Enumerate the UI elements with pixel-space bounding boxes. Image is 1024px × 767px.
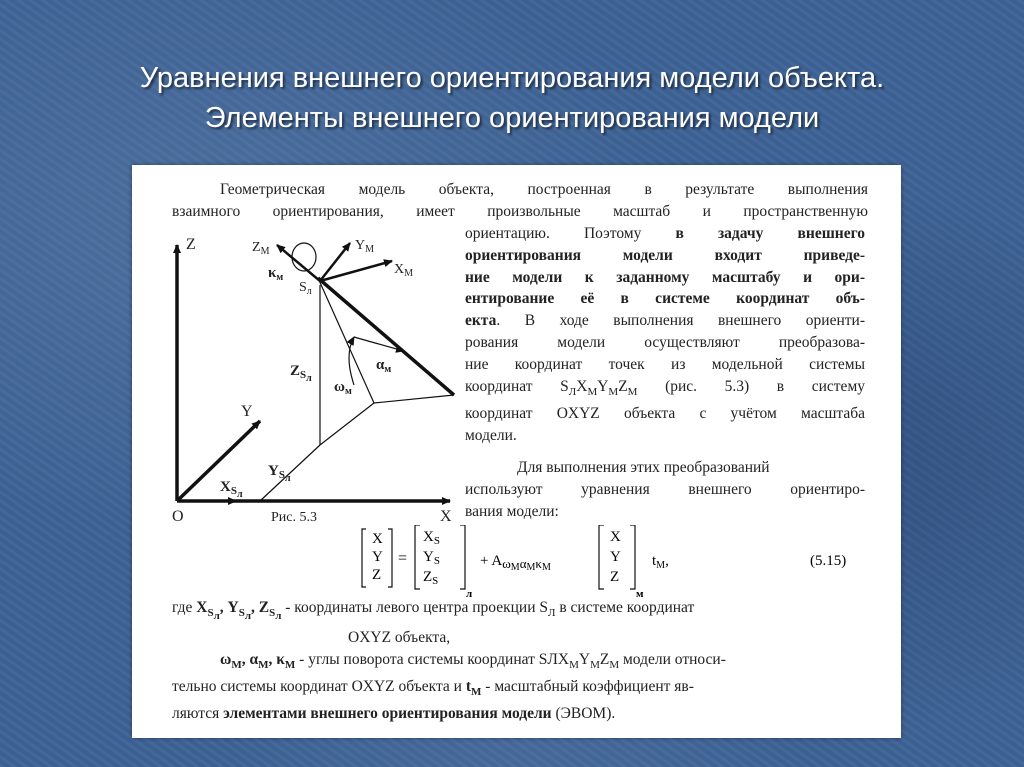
eq-scale-term: $t_M$, (652, 553, 669, 571)
where-line-4 (172, 676, 872, 703)
label-x: X (440, 508, 452, 525)
label-s: $S_л$ (299, 280, 312, 297)
label-ym: $Y_M$ (355, 238, 375, 255)
bold-run: в задачу внешнего (675, 225, 865, 242)
text-run: - углы поворота системы координат S (295, 651, 548, 669)
where-line-3 (172, 649, 872, 676)
model-system: Л (547, 651, 558, 669)
figure-caption: Рис. 5.3 (271, 510, 317, 525)
label-zs: $Z_{Sл}$ (290, 363, 312, 384)
document-page (132, 165, 901, 738)
label-origin: O (172, 508, 184, 525)
bold-run: ентирование её в системе координат объ- (465, 290, 865, 308)
right-line-4 (465, 288, 865, 310)
label-xs: $X_{Sл}$ (220, 479, 243, 500)
where-block (172, 597, 872, 725)
subscript: M (608, 385, 619, 398)
zm-arrow (277, 245, 320, 281)
right-line-8 (465, 376, 865, 404)
text-run: ляются (172, 705, 224, 723)
text-run: модели относи- (619, 651, 726, 669)
vec-outer-sub: м (636, 588, 644, 600)
label-alpha: $\alpha_м$ (376, 357, 392, 375)
right-line-6: рования модели осуществляют преобразова- (465, 333, 865, 351)
axis-y-line (177, 421, 260, 501)
rhs-vector-s: $X_S$ $Y_S$ $Z_S$ (423, 529, 440, 587)
where-line-5 (172, 703, 872, 725)
text-run: Z (618, 377, 628, 395)
eq-number: (5.15) (810, 553, 847, 569)
intro-paragraph (172, 179, 868, 223)
bold-run: ориентирования модели входит приведе- (465, 246, 865, 264)
subscript: Л (568, 385, 577, 398)
text-run: (рис. 5.3) в систему (637, 377, 865, 395)
eq-text: X Y Z (372, 531, 383, 583)
intro-line-2: взаимного ориентирования, имеет произвольные масштаб и пространственную (172, 202, 868, 220)
model-system-2: $X_MY_MZ_M$ (557, 651, 620, 672)
where-line-1 (172, 597, 872, 627)
bold-run: элементами внешнего ориентирования модели (223, 705, 552, 723)
right-line-7: ние координат точек из модельной системы (465, 355, 865, 373)
intro-line-1: Геометрическая модель объекта, построенная в результате выполнения (220, 181, 868, 198)
label-y: Y (241, 403, 253, 420)
scale-symbol: $t_M$ (465, 678, 482, 699)
where-line-2: OXYZ объекта, (348, 629, 451, 647)
text-run: - масштабный коэффициент яв- (481, 678, 694, 696)
text-run: тельно системы координат OXYZ объекта и (172, 678, 466, 696)
right2-line-1: Для выполнения этих преобразований (517, 459, 770, 476)
title-line-2: Элементы внешнего ориентирования модели (204, 102, 820, 134)
coords-symbols: $X_{S_л}$, $Y_{S_л}$, $Z_{S_л}$ (196, 599, 282, 623)
subscript: Л (547, 607, 556, 620)
eq-equals: = (398, 550, 408, 567)
text-run: . В ходе выполнения внешнего ориенти- (496, 312, 865, 330)
model-axis-line (318, 278, 454, 395)
text-run: где (172, 599, 197, 616)
ym-arrow (320, 243, 350, 281)
omega-arc (349, 337, 354, 385)
right-line-2 (465, 245, 865, 267)
label-kappa: $\kappa_м$ (268, 265, 284, 283)
equation-5-15 (360, 525, 880, 605)
inner-line-2 (374, 395, 454, 403)
vec-text: X Y Z (610, 529, 621, 585)
rhs-outer-sub: л (466, 588, 473, 600)
label-zm: $Z_M$ (252, 240, 270, 257)
projection-line (320, 403, 374, 445)
right-line-5 (465, 310, 865, 332)
right-line-10: модели. (465, 427, 517, 445)
right-line-3 (465, 267, 865, 289)
text-run: - координаты левого центра проекции S (281, 599, 548, 616)
right2-line-3: вания модели: (465, 502, 559, 520)
text-run: ориентацию. Поэтому (465, 225, 676, 242)
figure-5-3 (132, 225, 462, 525)
right-line-1 (465, 223, 865, 245)
text-run: в системе координат (555, 599, 695, 616)
label-ys: $Y_{Sл}$ (268, 463, 291, 484)
right-line-9: координат OXYZ объекта с учётом масштаба (465, 405, 865, 423)
right2-line-2: используют уравнения внешнего ориентиро- (465, 480, 865, 498)
bold-run: ние модели к заданному масштабу и ори- (465, 268, 865, 286)
label-omega: $\omega_м$ (334, 379, 352, 397)
subscript: M (587, 385, 598, 398)
right-paragraph-2 (465, 457, 865, 522)
angle-symbols: $\omega_М$, $\alpha_М$, $\kappa_М$ (220, 651, 296, 672)
xm-arrow (320, 261, 392, 281)
text-run: Y (597, 377, 609, 395)
text-run: (ЭВОМ). (551, 705, 616, 723)
text-run: X (576, 377, 588, 395)
slide-title (0, 58, 1024, 138)
label-xm: $X_M$ (394, 262, 414, 279)
subscript: M (627, 385, 638, 398)
bold-run: екта (465, 312, 497, 330)
eq-rotation-term: + AωMαMκM (480, 553, 551, 573)
label-z: Z (186, 236, 196, 253)
text-run: координат S (465, 377, 569, 395)
right-paragraph (465, 223, 865, 447)
title-line-1: Уравнения внешнего ориентирования модели объекта. (139, 62, 885, 94)
